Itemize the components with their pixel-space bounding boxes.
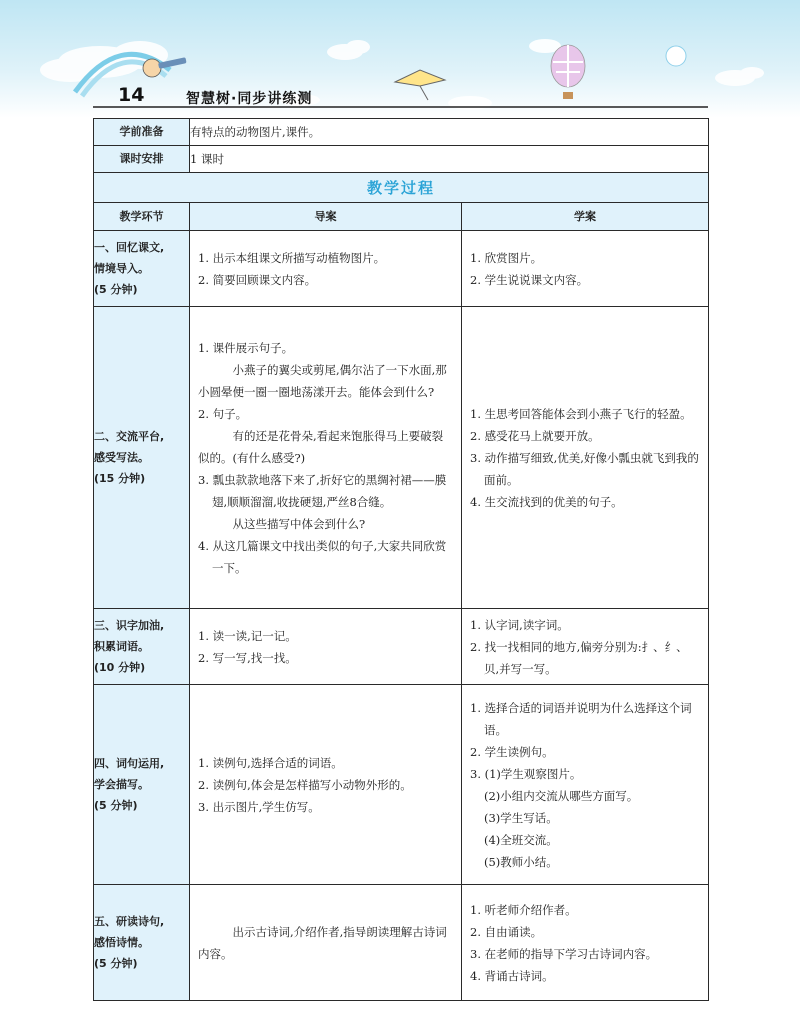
guide-item: 小燕子的翼尖或剪尾,偶尔沾了一下水面,那小圆晕便一圈一圈地荡漾开去。能体会到什么? xyxy=(198,362,447,399)
stage-line: 一、回忆课文, xyxy=(94,241,165,254)
guide-item: 2. 简要回顾课文内容。 xyxy=(198,272,317,287)
study-cell xyxy=(462,609,709,685)
process-row xyxy=(94,609,709,685)
study-item: 2. 学生读例句。 xyxy=(470,744,554,759)
guide-cell xyxy=(190,685,462,885)
guide-item: 1. 读例句,选择合适的词语。 xyxy=(198,755,343,770)
study-item: 3. (1)学生观察图片。 xyxy=(470,766,582,781)
study-item: (2)小组内交流从哪些方面写。 xyxy=(484,788,639,803)
guide-item: 3. 出示图片,学生仿写。 xyxy=(198,799,320,814)
stage-line: (10 分钟) xyxy=(94,661,146,674)
study-item: (3)学生写话。 xyxy=(484,810,558,825)
study-item: 2. 感受花马上就要开放。 xyxy=(470,428,600,443)
stage-cell xyxy=(94,307,190,609)
study-item: (5)教师小结。 xyxy=(484,854,558,869)
guide-cell xyxy=(190,609,462,685)
study-item: (4)全班交流。 xyxy=(484,832,558,847)
stage-line: (5 分钟) xyxy=(94,283,138,296)
study-item: 3. 动作描写细致,优美,好像小瓢虫就飞到我的面前。 xyxy=(470,450,699,487)
stage-line: 三、识字加油, xyxy=(94,619,165,632)
guide-item: 从这些描写中体会到什么? xyxy=(232,516,366,531)
page-number: 14 xyxy=(118,84,145,106)
hot-air-balloon-icon xyxy=(551,45,585,99)
column-header-study: 学案 xyxy=(462,203,709,231)
process-row xyxy=(94,685,709,885)
stage-line: 情境导入。 xyxy=(94,262,149,275)
stage-cell xyxy=(94,685,190,885)
column-header-row xyxy=(94,203,709,231)
stage-line: (5 分钟) xyxy=(94,799,138,812)
schedule-value: 1 课时 xyxy=(190,146,709,173)
guide-item: 2. 句子。 xyxy=(198,406,248,421)
stage-cell xyxy=(94,231,190,307)
study-item: 1. 选择合适的词语并说明为什么选择这个词语。 xyxy=(470,700,692,737)
stage-line: (5 分钟) xyxy=(94,957,138,970)
study-item: 3. 在老师的指导下学习古诗词内容。 xyxy=(470,946,658,961)
process-row xyxy=(94,885,709,1001)
process-row xyxy=(94,307,709,609)
page-header xyxy=(0,0,800,118)
study-cell xyxy=(462,685,709,885)
study-item: 2. 学生说说课文内容。 xyxy=(470,272,589,287)
guide-item: 4. 从这几篇课文中找出类似的句子,大家共同欣赏一下。 xyxy=(198,538,447,575)
study-item: 4. 背诵古诗词。 xyxy=(470,968,554,983)
stage-line: 积累词语。 xyxy=(94,640,149,653)
guide-item: 1. 出示本组课文所描写动植物图片。 xyxy=(198,250,386,265)
guide-cell xyxy=(190,231,462,307)
sun-icon xyxy=(666,46,686,66)
process-title-row xyxy=(94,173,709,203)
study-item: 1. 生思考回答能体会到小燕子飞行的轻盈。 xyxy=(470,406,692,421)
study-cell xyxy=(462,885,709,1001)
guide-cell xyxy=(190,885,462,1001)
study-item: 4. 生交流找到的优美的句子。 xyxy=(470,494,623,509)
study-cell xyxy=(462,307,709,609)
column-header-guide: 导案 xyxy=(190,203,462,231)
prep-label: 学前准备 xyxy=(94,119,190,146)
guide-item: 1. 课件展示句子。 xyxy=(198,340,294,355)
guide-item: 2. 写一写,找一找。 xyxy=(198,650,297,665)
guide-item: 3. 瓢虫款款地落下来了,折好它的黑绸衬裙——膜翅,顺顺溜溜,收拢硬翅,严丝8合缝。 xyxy=(198,472,447,509)
process-title: 教学过程 xyxy=(94,173,709,203)
study-item: 1. 认字词,读字词。 xyxy=(470,617,569,632)
guide-item: 有的还是花骨朵,看起来饱胀得马上要破裂似的。(有什么感受?) xyxy=(198,428,444,465)
stage-line: (15 分钟) xyxy=(94,472,146,485)
stage-cell xyxy=(94,609,190,685)
stage-line: 学会描写。 xyxy=(94,778,149,791)
book-title: 智慧树·同步讲练测 xyxy=(186,91,313,107)
stage-line: 二、交流平台, xyxy=(94,430,165,443)
stage-line: 四、词句运用, xyxy=(94,757,165,770)
study-item: 2. 自由诵读。 xyxy=(470,924,543,939)
schedule-label: 课时安排 xyxy=(94,146,190,173)
study-item: 2. 找一找相同的地方,偏旁分别为:扌、纟、贝,并写一写。 xyxy=(470,639,688,676)
stage-line: 感悟诗情。 xyxy=(94,936,149,949)
guide-item: 2. 读例句,体会是怎样描写小动物外形的。 xyxy=(198,777,412,792)
guide-item: 1. 读一读,记一记。 xyxy=(198,628,297,643)
study-item: 1. 欣赏图片。 xyxy=(470,250,543,265)
stage-line: 感受写法。 xyxy=(94,451,149,464)
study-cell xyxy=(462,231,709,307)
column-header-stage: 教学环节 xyxy=(94,203,190,231)
guide-item: 出示古诗词,介绍作者,指导朗读理解古诗词内容。 xyxy=(198,924,447,961)
prep-value: 有特点的动物图片,课件。 xyxy=(190,119,709,146)
guide-cell xyxy=(190,307,462,609)
kite-icon xyxy=(395,70,445,100)
stage-line: 五、研读诗句, xyxy=(94,915,165,928)
stage-cell xyxy=(94,885,190,1001)
schedule-row xyxy=(94,146,709,173)
process-row xyxy=(94,231,709,307)
study-item: 1. 听老师介绍作者。 xyxy=(470,902,577,917)
prep-row xyxy=(94,119,709,146)
lesson-plan-table xyxy=(93,118,709,1001)
